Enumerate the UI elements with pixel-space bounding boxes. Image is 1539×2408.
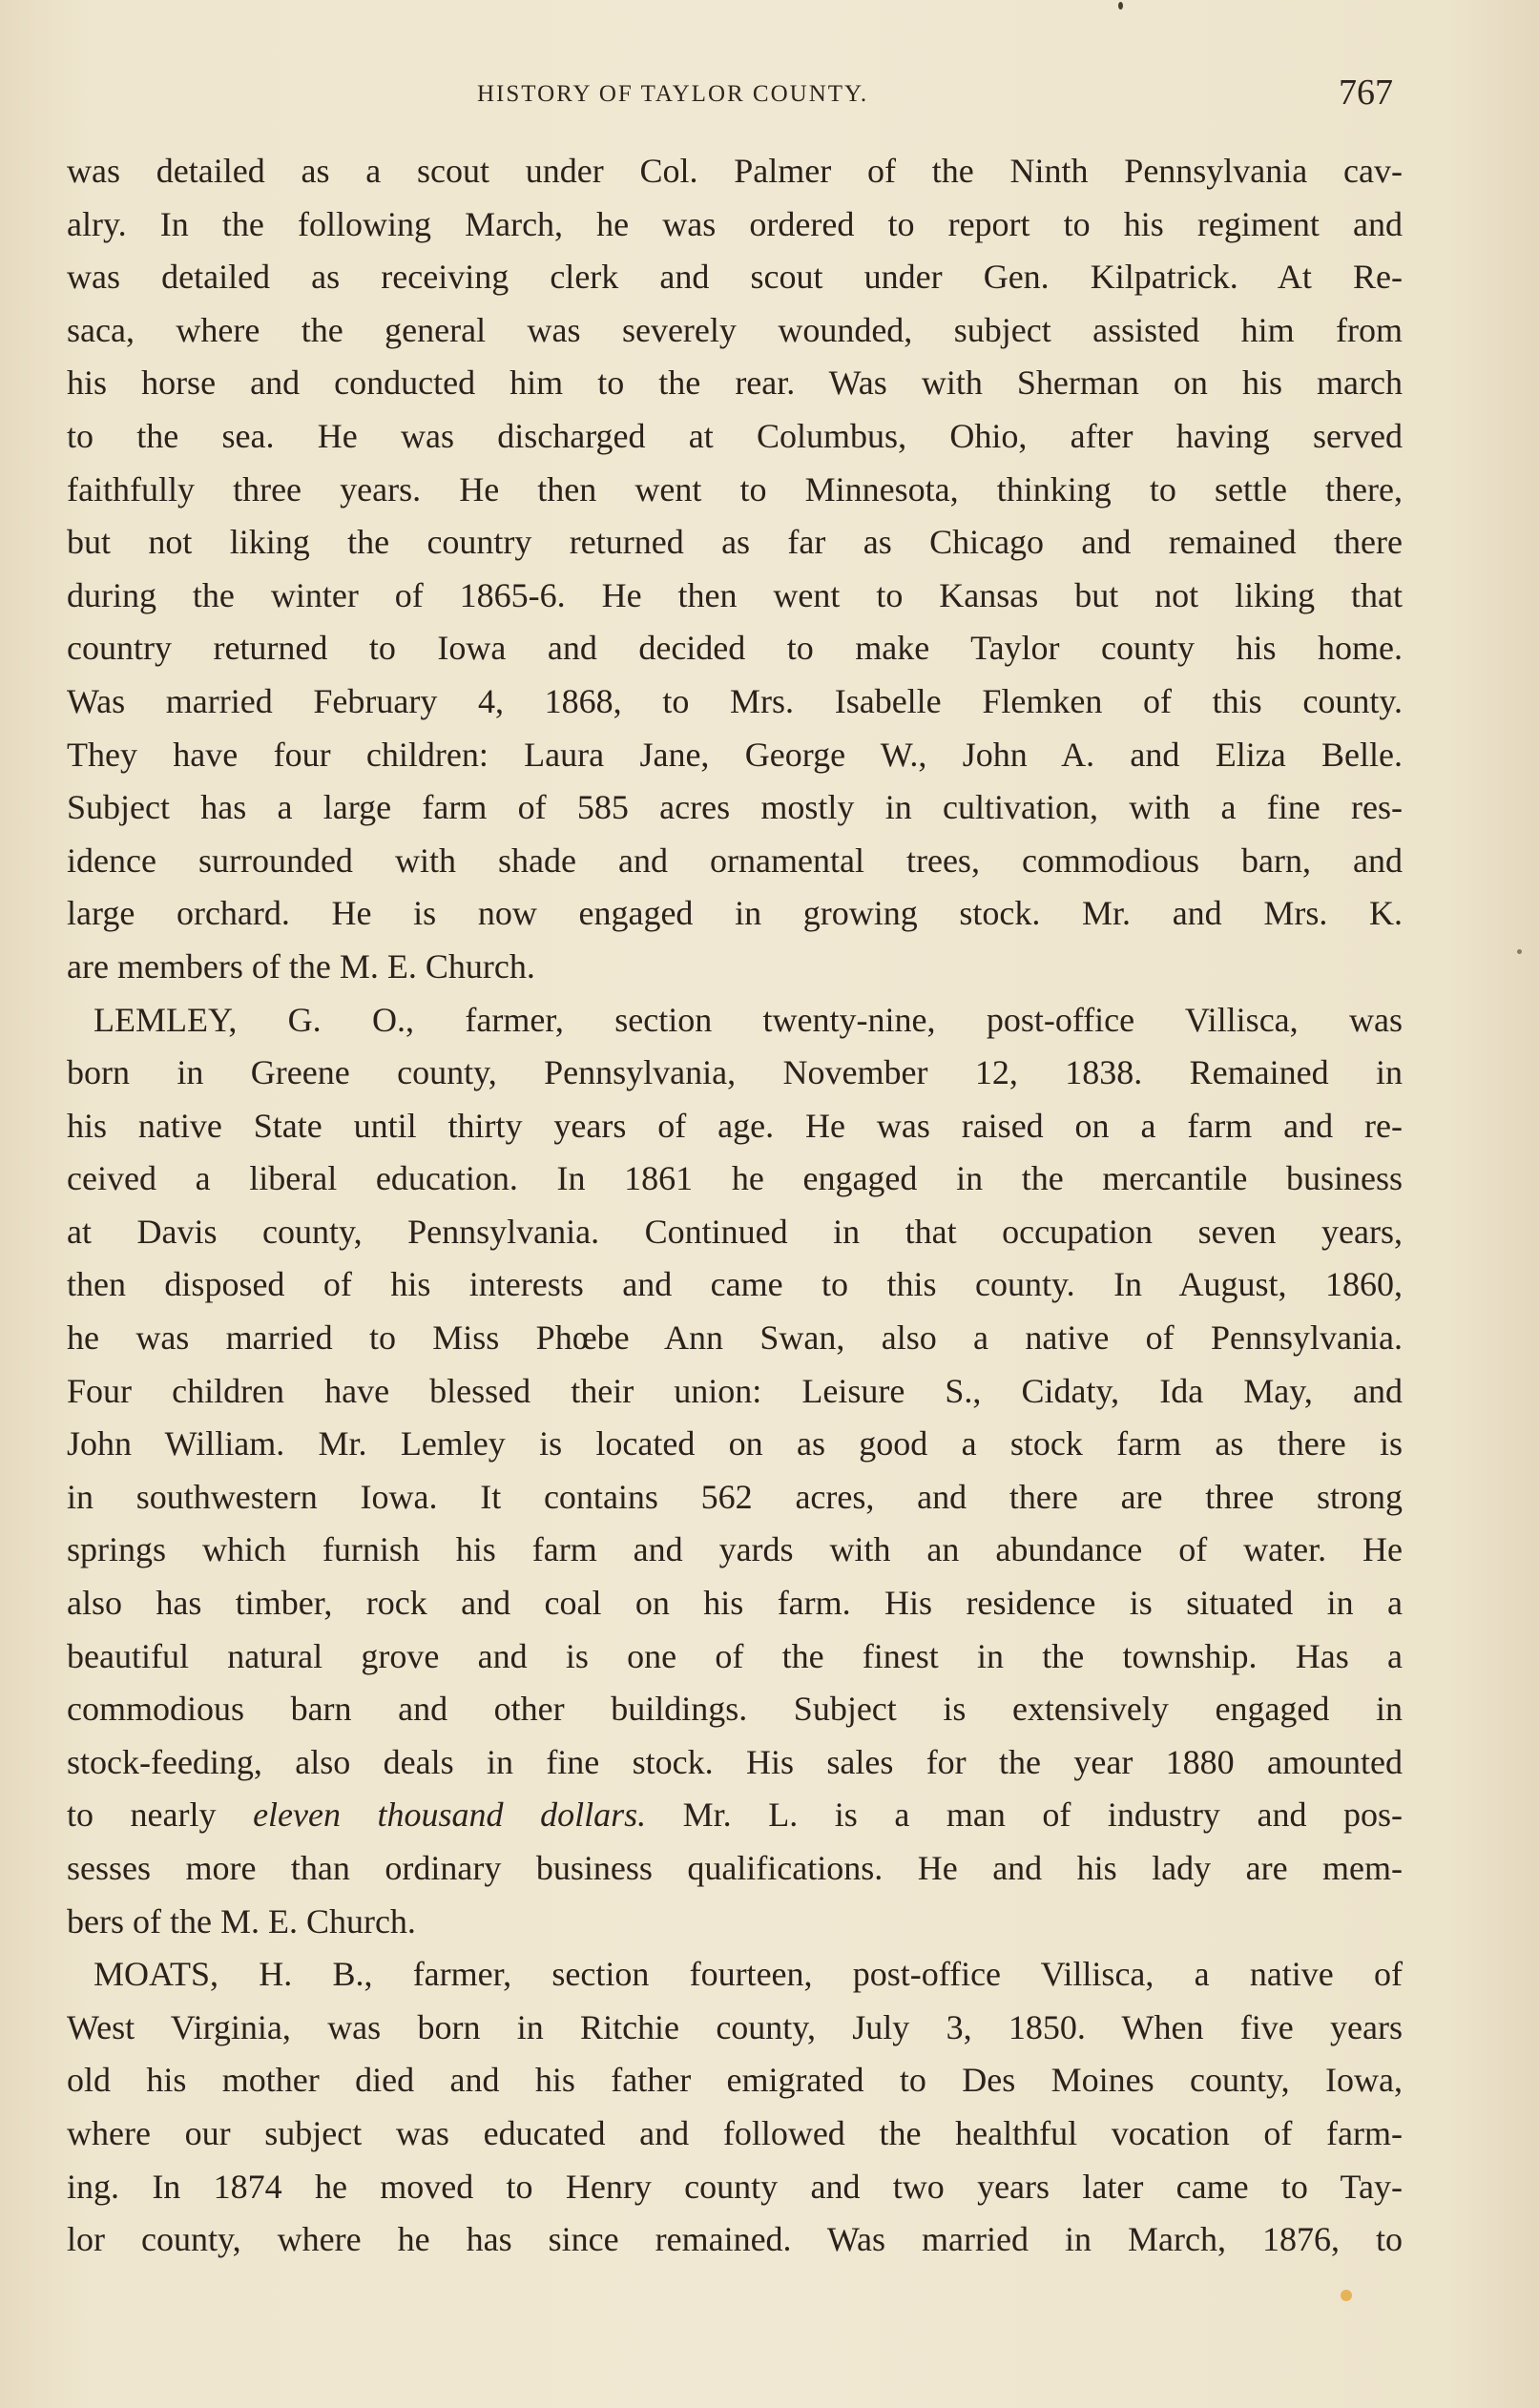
entry-heading-line: MOATS, H. B., farmer, section fourteen, post-office Villisca, a native of (94, 1955, 1403, 1994)
page-number: 767 (1339, 73, 1393, 113)
paper-speck (1118, 2, 1123, 10)
text-line: old his mother died and his father emigrated to Des Moines county, Iowa, (67, 2061, 1403, 2100)
text-line: alry. In the following March, he was ordered to report to his regiment and (67, 204, 1403, 243)
text-line: Four children have blessed their union: Leisure S., Cidaty, Ida May, and (67, 1371, 1403, 1410)
entry-heading-line: LEMLEY, G. O., farmer, section twenty-nine, post-office Villisca, was (94, 1000, 1403, 1039)
text-line: but not liking the country returned as far as Chicago and remained there (67, 523, 1403, 562)
text-line: ing. In 1874 he moved to Henry county and two years later came to Tay- (67, 2167, 1403, 2206)
text-line: springs which furnish his farm and yards with an abundance of water. He (67, 1530, 1403, 1569)
text-line: in southwestern Iowa. It contains 562 acres, and there are three strong (67, 1477, 1403, 1516)
text-line: he was married to Miss Phœbe Ann Swan, also a native of Pennsylvania. (67, 1318, 1403, 1358)
page-header (477, 72, 1393, 119)
text-line: Was married February 4, 1868, to Mrs. Isabelle Flemken of this county. (67, 681, 1403, 720)
text-line: sesses more than ordinary business qualifications. He and his lady are mem- (67, 1849, 1403, 1887)
text-line: idence surrounded with shade and ornamental trees, commodious barn, and (67, 841, 1403, 880)
text-line: to the sea. He was discharged at Columbus, Ohio, after having served (67, 416, 1403, 455)
text-line: born in Greene county, Pennsylvania, November 12, 1838. Remained in (67, 1053, 1403, 1092)
text-line: saca, where the general was severely wounded, subject assisted him from (67, 310, 1403, 349)
text-line: his native State until thirty years of age. He was raised on a farm and re- (67, 1106, 1403, 1145)
text-line: also has timber, rock and coal on his farm. His residence is situated in a (67, 1584, 1403, 1623)
text-line: was detailed as receiving clerk and scout under Gen. Kilpatrick. At Re- (67, 258, 1403, 297)
text-line: large orchard. He is now engaged in growing stock. Mr. and Mrs. K. (67, 894, 1403, 933)
text-line: lor county, where he has since remained. Was married in March, 1876, to (67, 2220, 1403, 2259)
text-line: are members of the M. E. Church. (67, 946, 535, 986)
text-line: They have four children: Laura Jane, George W., John A. and Eliza Belle. (67, 735, 1403, 774)
text-line: commodious barn and other buildings. Subject is extensively engaged in (67, 1690, 1403, 1729)
text-line: stock-feeding, also deals in fine stock. His sales for the year 1880 amounted (67, 1742, 1403, 1781)
text-segment: Mr. L. is a man of industry and pos- (646, 1796, 1404, 1835)
text-line: Subject has a large farm of 585 acres mostly in cultivation, with a fine res- (67, 788, 1403, 827)
text-line: during the winter of 1865-6. He then went to Kansas but not liking that (67, 575, 1403, 614)
text-line: faithfully three years. He then went to Minnesota, thinking to settle there, (67, 469, 1403, 509)
text-line: his horse and conducted him to the rear. Was with Sherman on his march (67, 363, 1403, 403)
paper-speck (1341, 2290, 1352, 2301)
text-line: bers of the M. E. Church. (67, 1901, 416, 1941)
text-segment: to nearly (67, 1796, 254, 1835)
text-line (67, 1789, 1403, 1842)
text-line: was detailed as a scout under Col. Palmer of the Ninth Pennsylvania cav- (67, 152, 1403, 190)
text-line: country returned to Iowa and decided to make Taylor county his home. (67, 629, 1403, 668)
text-line: at Davis county, Pennsylvania. Continued in that occupation seven years, (67, 1212, 1403, 1251)
text-line: where our subject was educated and followed the healthful vocation of farm- (67, 2113, 1403, 2152)
paper-speck (1517, 949, 1522, 954)
body-text (67, 145, 1403, 2267)
text-line: beautiful natural grove and is one of the finest in the township. Has a (67, 1636, 1403, 1675)
italic-phrase: eleven thousand dollars. (253, 1796, 647, 1835)
text-line: West Virginia, was born in Ritchie county, July 3, 1850. When five years (67, 2007, 1403, 2046)
text-line: then disposed of his interests and came to this county. In August, 1860, (67, 1265, 1403, 1304)
text-line: ceived a liberal education. In 1861 he engaged in the mercantile business (67, 1159, 1403, 1198)
text-line: John William. Mr. Lemley is located on as good a stock farm as there is (67, 1424, 1403, 1463)
running-title: HISTORY OF TAYLOR COUNTY. (477, 81, 869, 107)
